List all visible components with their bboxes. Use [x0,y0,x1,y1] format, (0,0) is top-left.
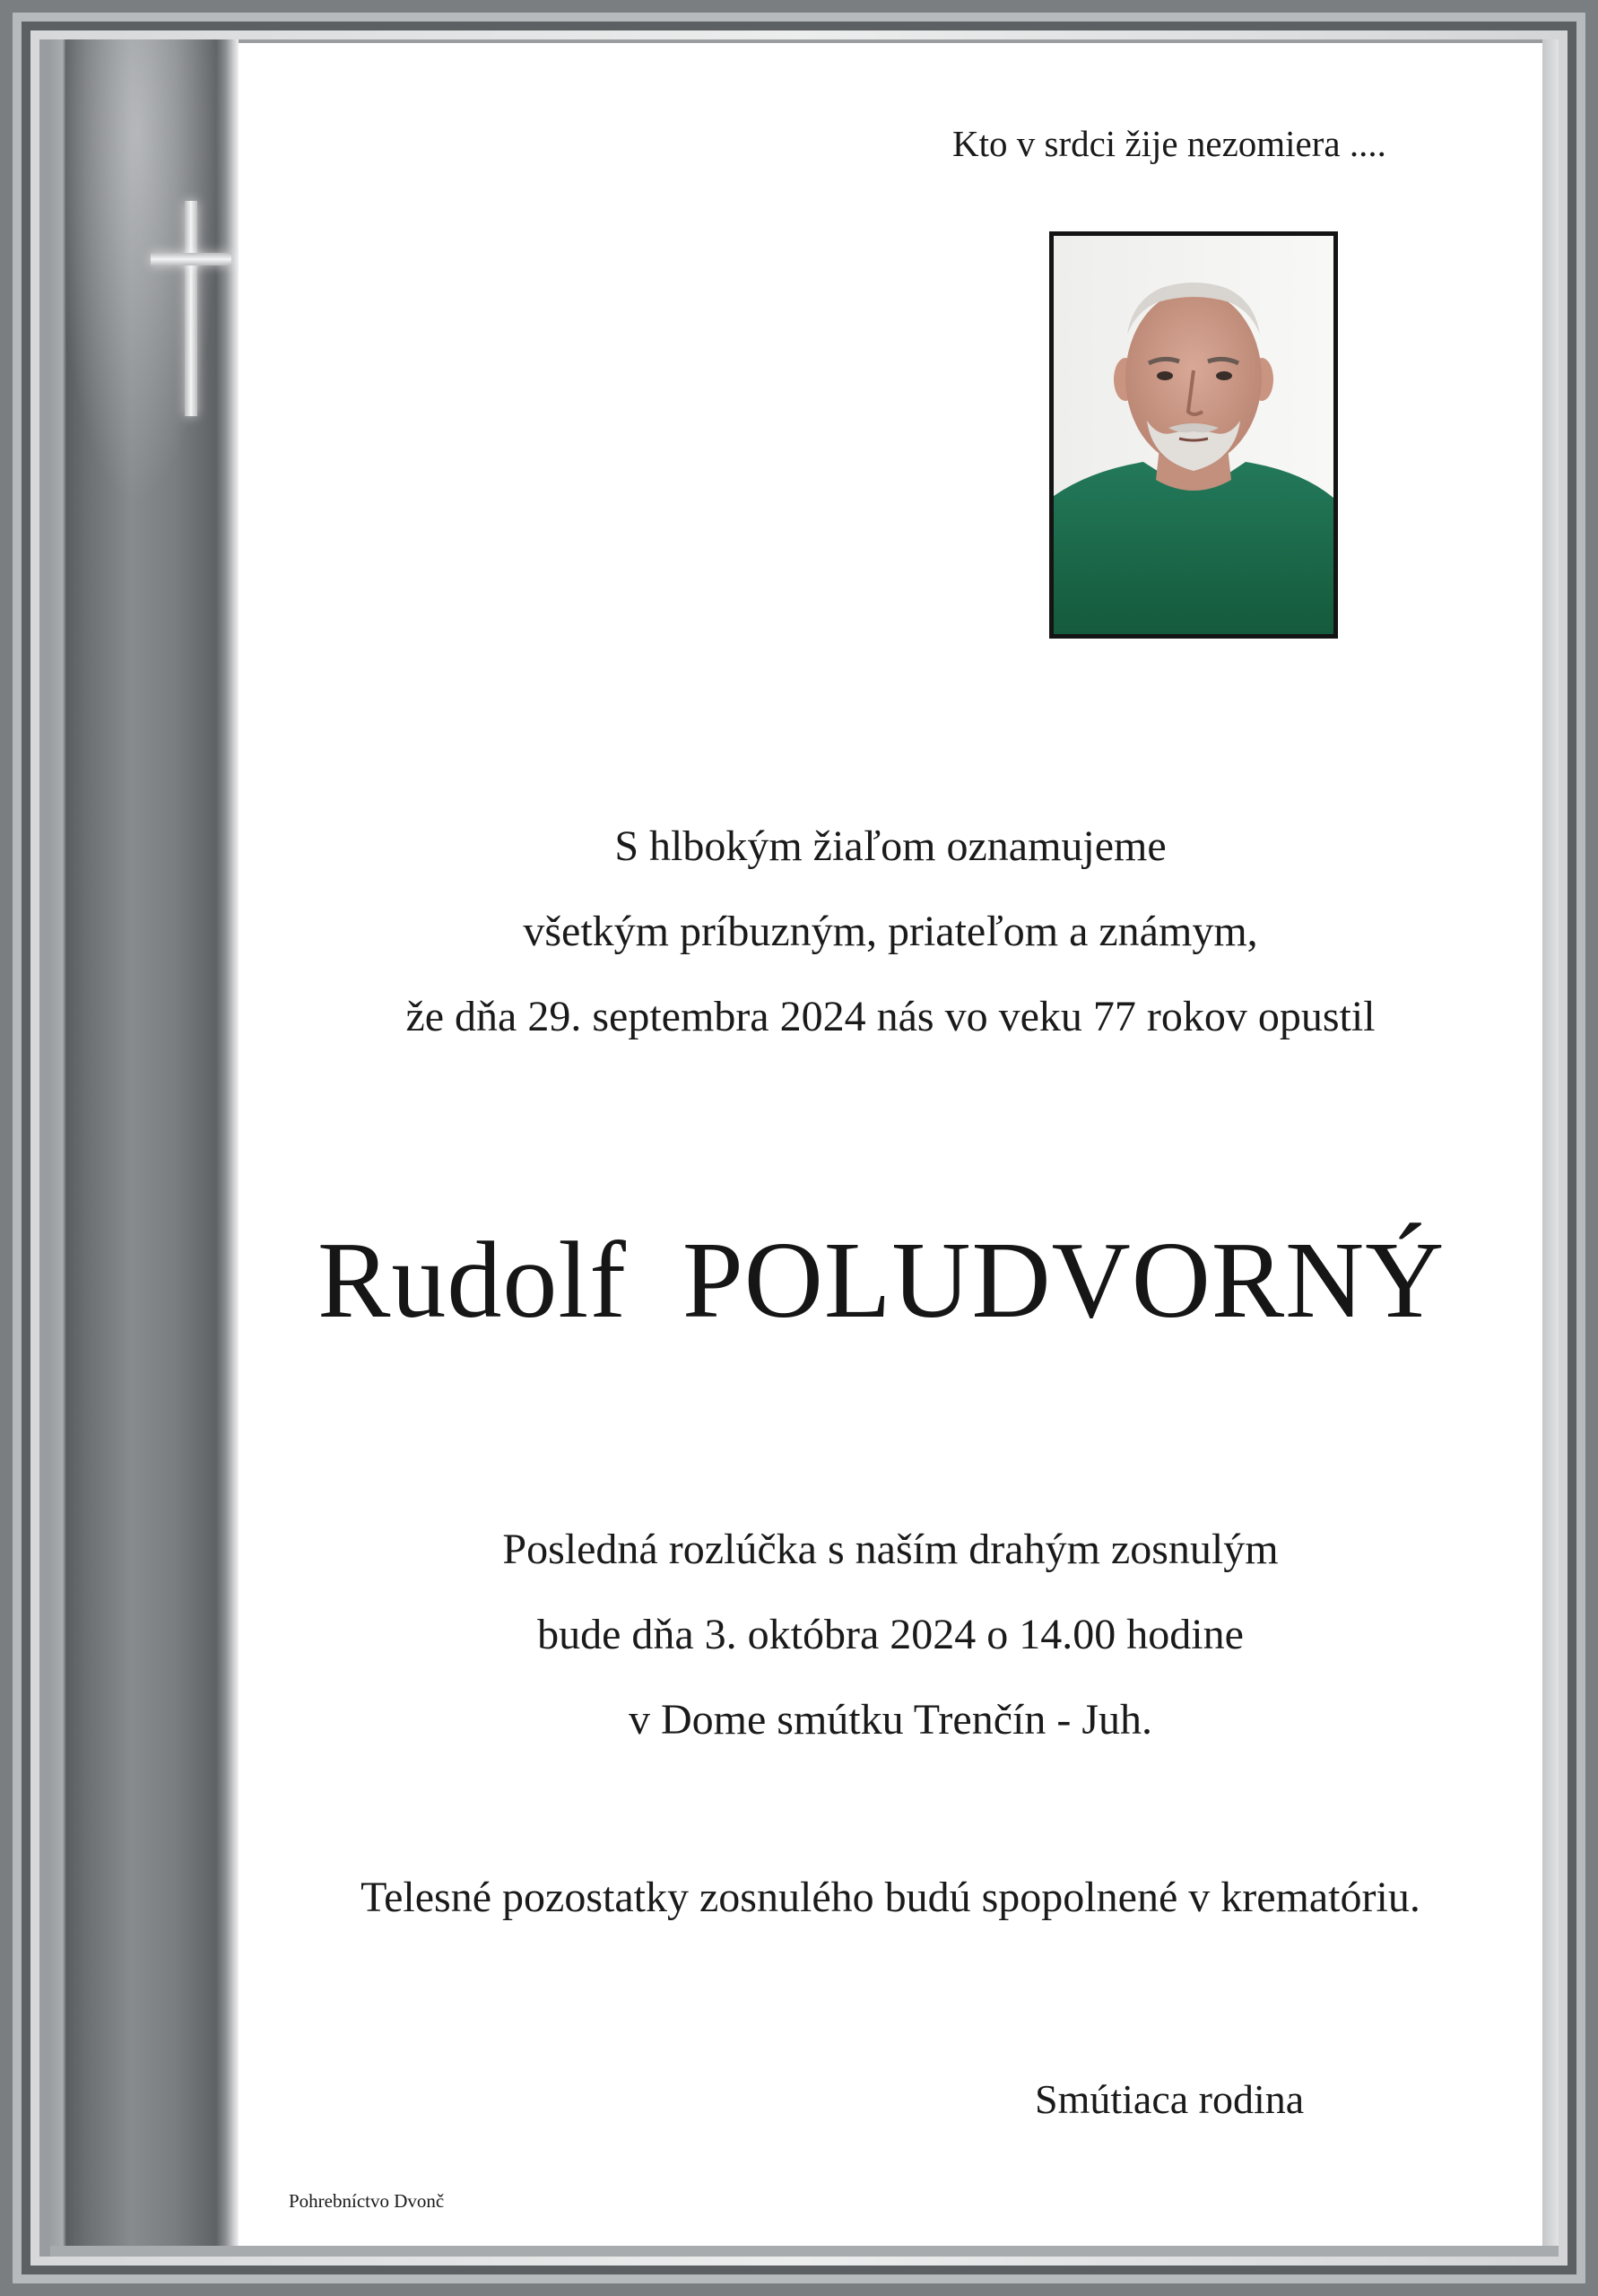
family-signature: Smútiaca rodina [1035,2076,1305,2122]
right-decorative-strip [1542,39,1559,2257]
farewell-line: v Dome smútku Trenčín - Juh. [628,1696,1152,1744]
remains-note: Telesné pozostatky zosnulého budú spopolnené v krematóriu. [360,1874,1420,1921]
cross-icon [151,201,231,416]
motto: Kto v srdci žije nezomiera .... [952,123,1386,164]
undertaker-credit: Pohrebníctvo Dvonč [289,2190,445,2212]
portrait-photo [1054,236,1333,634]
farewell-line: bude dňa 3. októbra 2024 o 14.00 hodine [537,1611,1244,1658]
portrait-photo-frame [1049,231,1338,639]
announcement [239,804,1542,1059]
farewell-line: Posledná rozlúčka s naším drahým zosnulým [502,1526,1279,1573]
obituary-page [239,43,1542,2251]
bottom-frame-band [50,2246,1559,2257]
left-decorative-column [50,39,239,2257]
announcement-line: že dňa 29. septembra 2024 nás vo veku 77 rokov opustil [405,993,1376,1040]
deceased-name [317,1218,1445,1344]
farewell-details [239,1507,1542,1762]
announcement-line: všetkým príbuzným, priateľom a známym, [523,908,1258,955]
deceased-first-name: Rudolf [317,1220,627,1341]
announcement-line: S hlbokým žiaľom oznamujeme [614,822,1167,870]
portrait-illustration [1054,236,1333,634]
deceased-last-name: POLUDVORNÝ [682,1220,1446,1341]
